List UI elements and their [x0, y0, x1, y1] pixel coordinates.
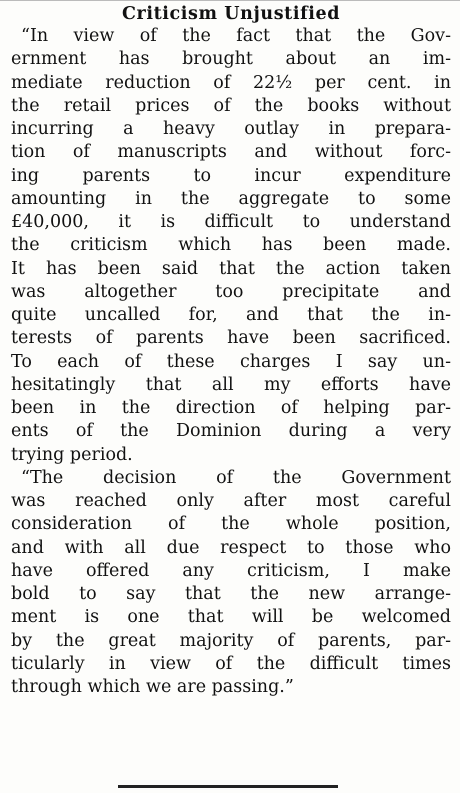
- text-line: by the great majority of parents, par-: [11, 630, 451, 651]
- text-line: have offered any criticism, I make: [11, 560, 451, 581]
- text-line: ing parents to incur expenditure: [11, 165, 451, 186]
- text-line: ment is one that will be welcomed: [11, 607, 451, 628]
- text-line: ernment has brought about an im-: [11, 49, 451, 70]
- text-line: tion of manuscripts and without forc-: [11, 142, 451, 163]
- article-paragraph: [11, 25, 451, 467]
- text-line: was reached only after most careful: [11, 491, 451, 511]
- text-line: terests of parents have been sacrificed.: [11, 328, 451, 349]
- text-line: trying period.: [11, 444, 133, 465]
- section-heading: Criticism Unjustified: [121, 4, 341, 24]
- text-line: ents of the Dominion during a very: [11, 421, 451, 442]
- text-line: mediate reduction of 22½ per cent. in: [11, 72, 451, 93]
- text-line: amounting in the aggregate to some: [11, 188, 451, 209]
- text-line: bold to say that the new arrange-: [11, 584, 451, 604]
- text-line: ticularly in view of the difficult times: [11, 653, 451, 674]
- text-line: To each of these charges I say un-: [11, 351, 451, 372]
- text-line: consideration of the whole position,: [11, 514, 451, 535]
- article-paragraph: [11, 467, 451, 700]
- text-line: through which we are passing.”: [11, 677, 294, 697]
- top-rule: [0, 0, 460, 1]
- text-line: incurring a heavy outlay in prepara-: [11, 119, 451, 139]
- text-line: hesitatingly that all my efforts have: [11, 374, 451, 395]
- text-line: “In view of the fact that the Gov-: [21, 26, 451, 46]
- text-line: the retail prices of the books without: [11, 95, 451, 116]
- text-line: was altogether too precipitate and: [11, 281, 451, 302]
- text-line: It has been said that the action taken: [11, 258, 451, 279]
- text-line: been in the direction of helping par-: [11, 398, 451, 418]
- text-line: the criticism which has been made.: [11, 235, 451, 256]
- text-line: “The decision of the Government: [21, 467, 451, 488]
- article-body: [11, 25, 451, 699]
- closing-rule: [118, 785, 338, 788]
- text-line: quite uncalled for, and that the in-: [11, 305, 451, 325]
- text-line: £40,000, it is difficult to understand: [11, 212, 451, 232]
- text-line: and with all due respect to those who: [11, 537, 451, 558]
